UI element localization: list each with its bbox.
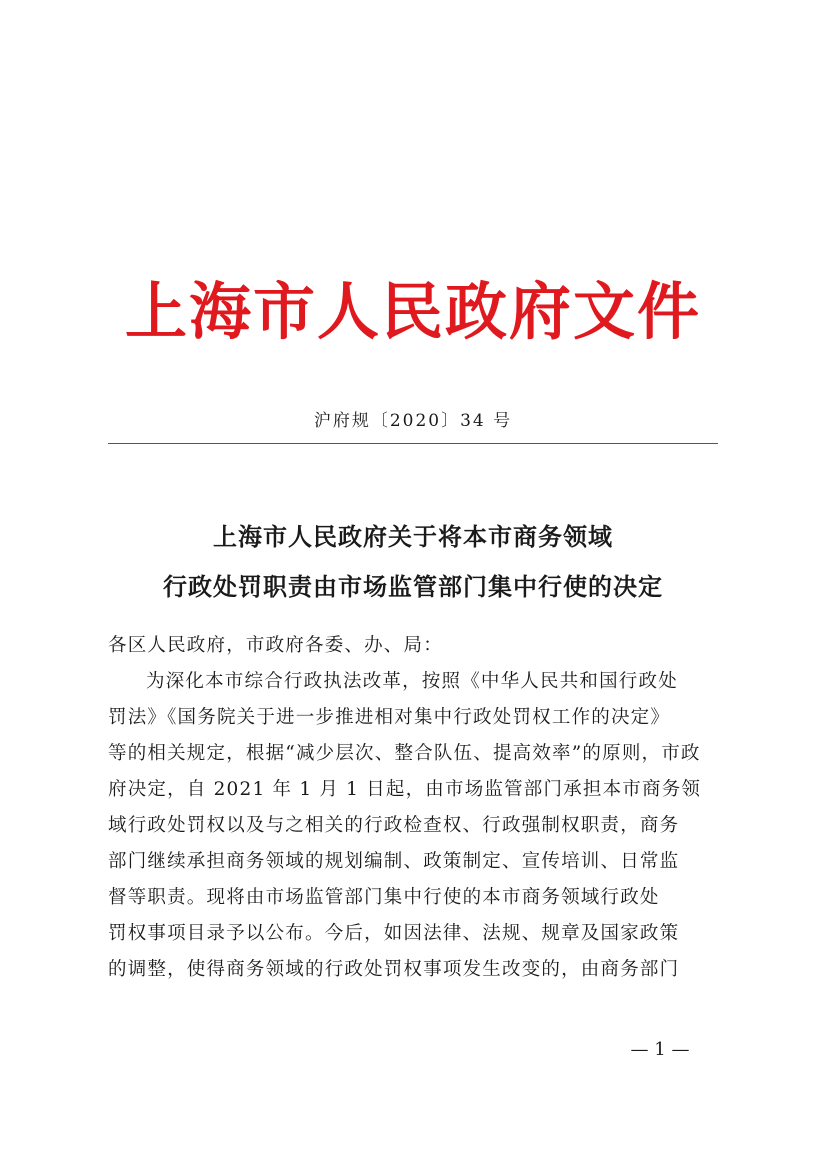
salutation: 各区人民政府，市政府各委、办、局： bbox=[108, 635, 443, 656]
page-number: — 1 — bbox=[630, 1039, 690, 1060]
body-line: 部门继续承担商务领域的规划编制、政策制定、宣传培训、日常监 bbox=[108, 851, 680, 872]
document-title bbox=[0, 512, 826, 612]
red-divider bbox=[108, 443, 718, 444]
issuer-header: 上海市人民政府文件 bbox=[124, 275, 701, 348]
body-line: 域行政处罚权以及与之相关的行政检查权、行政强制权职责，商务 bbox=[108, 815, 680, 836]
body-line: 督等职责。现将由市场监管部门集中行使的本市商务领域行政处 bbox=[108, 887, 660, 908]
body-line: 罚法》《国务院关于进一步推进相对集中行政处罚权工作的决定》 bbox=[108, 707, 671, 728]
body-line: 为深化本市综合行政执法改革，按照《中华人民共和国行政处 bbox=[146, 671, 678, 692]
title-line-2: 行政处罚职责由市场监管部门集中行使的决定 bbox=[163, 572, 663, 601]
title-line-1: 上海市人民政府关于将本市商务领域 bbox=[213, 522, 613, 551]
body-line: 罚权事项目录予以公布。今后，如因法律、法规、规章及国家政策 bbox=[108, 923, 680, 944]
body-line: 府决定，自 2021 年 1 月 1 日起，由市场监管部门承担本市商务领 bbox=[108, 779, 702, 800]
document-body bbox=[108, 628, 720, 988]
body-line: 的调整，使得商务领域的行政处罚权事项发生改变的，由商务部门 bbox=[108, 959, 680, 980]
document-number: 沪府规〔2020〕34 号 bbox=[313, 411, 513, 431]
body-line: 等的相关规定，根据“减少层次、整合队伍、提高效率”的原则，市政 bbox=[108, 743, 701, 764]
